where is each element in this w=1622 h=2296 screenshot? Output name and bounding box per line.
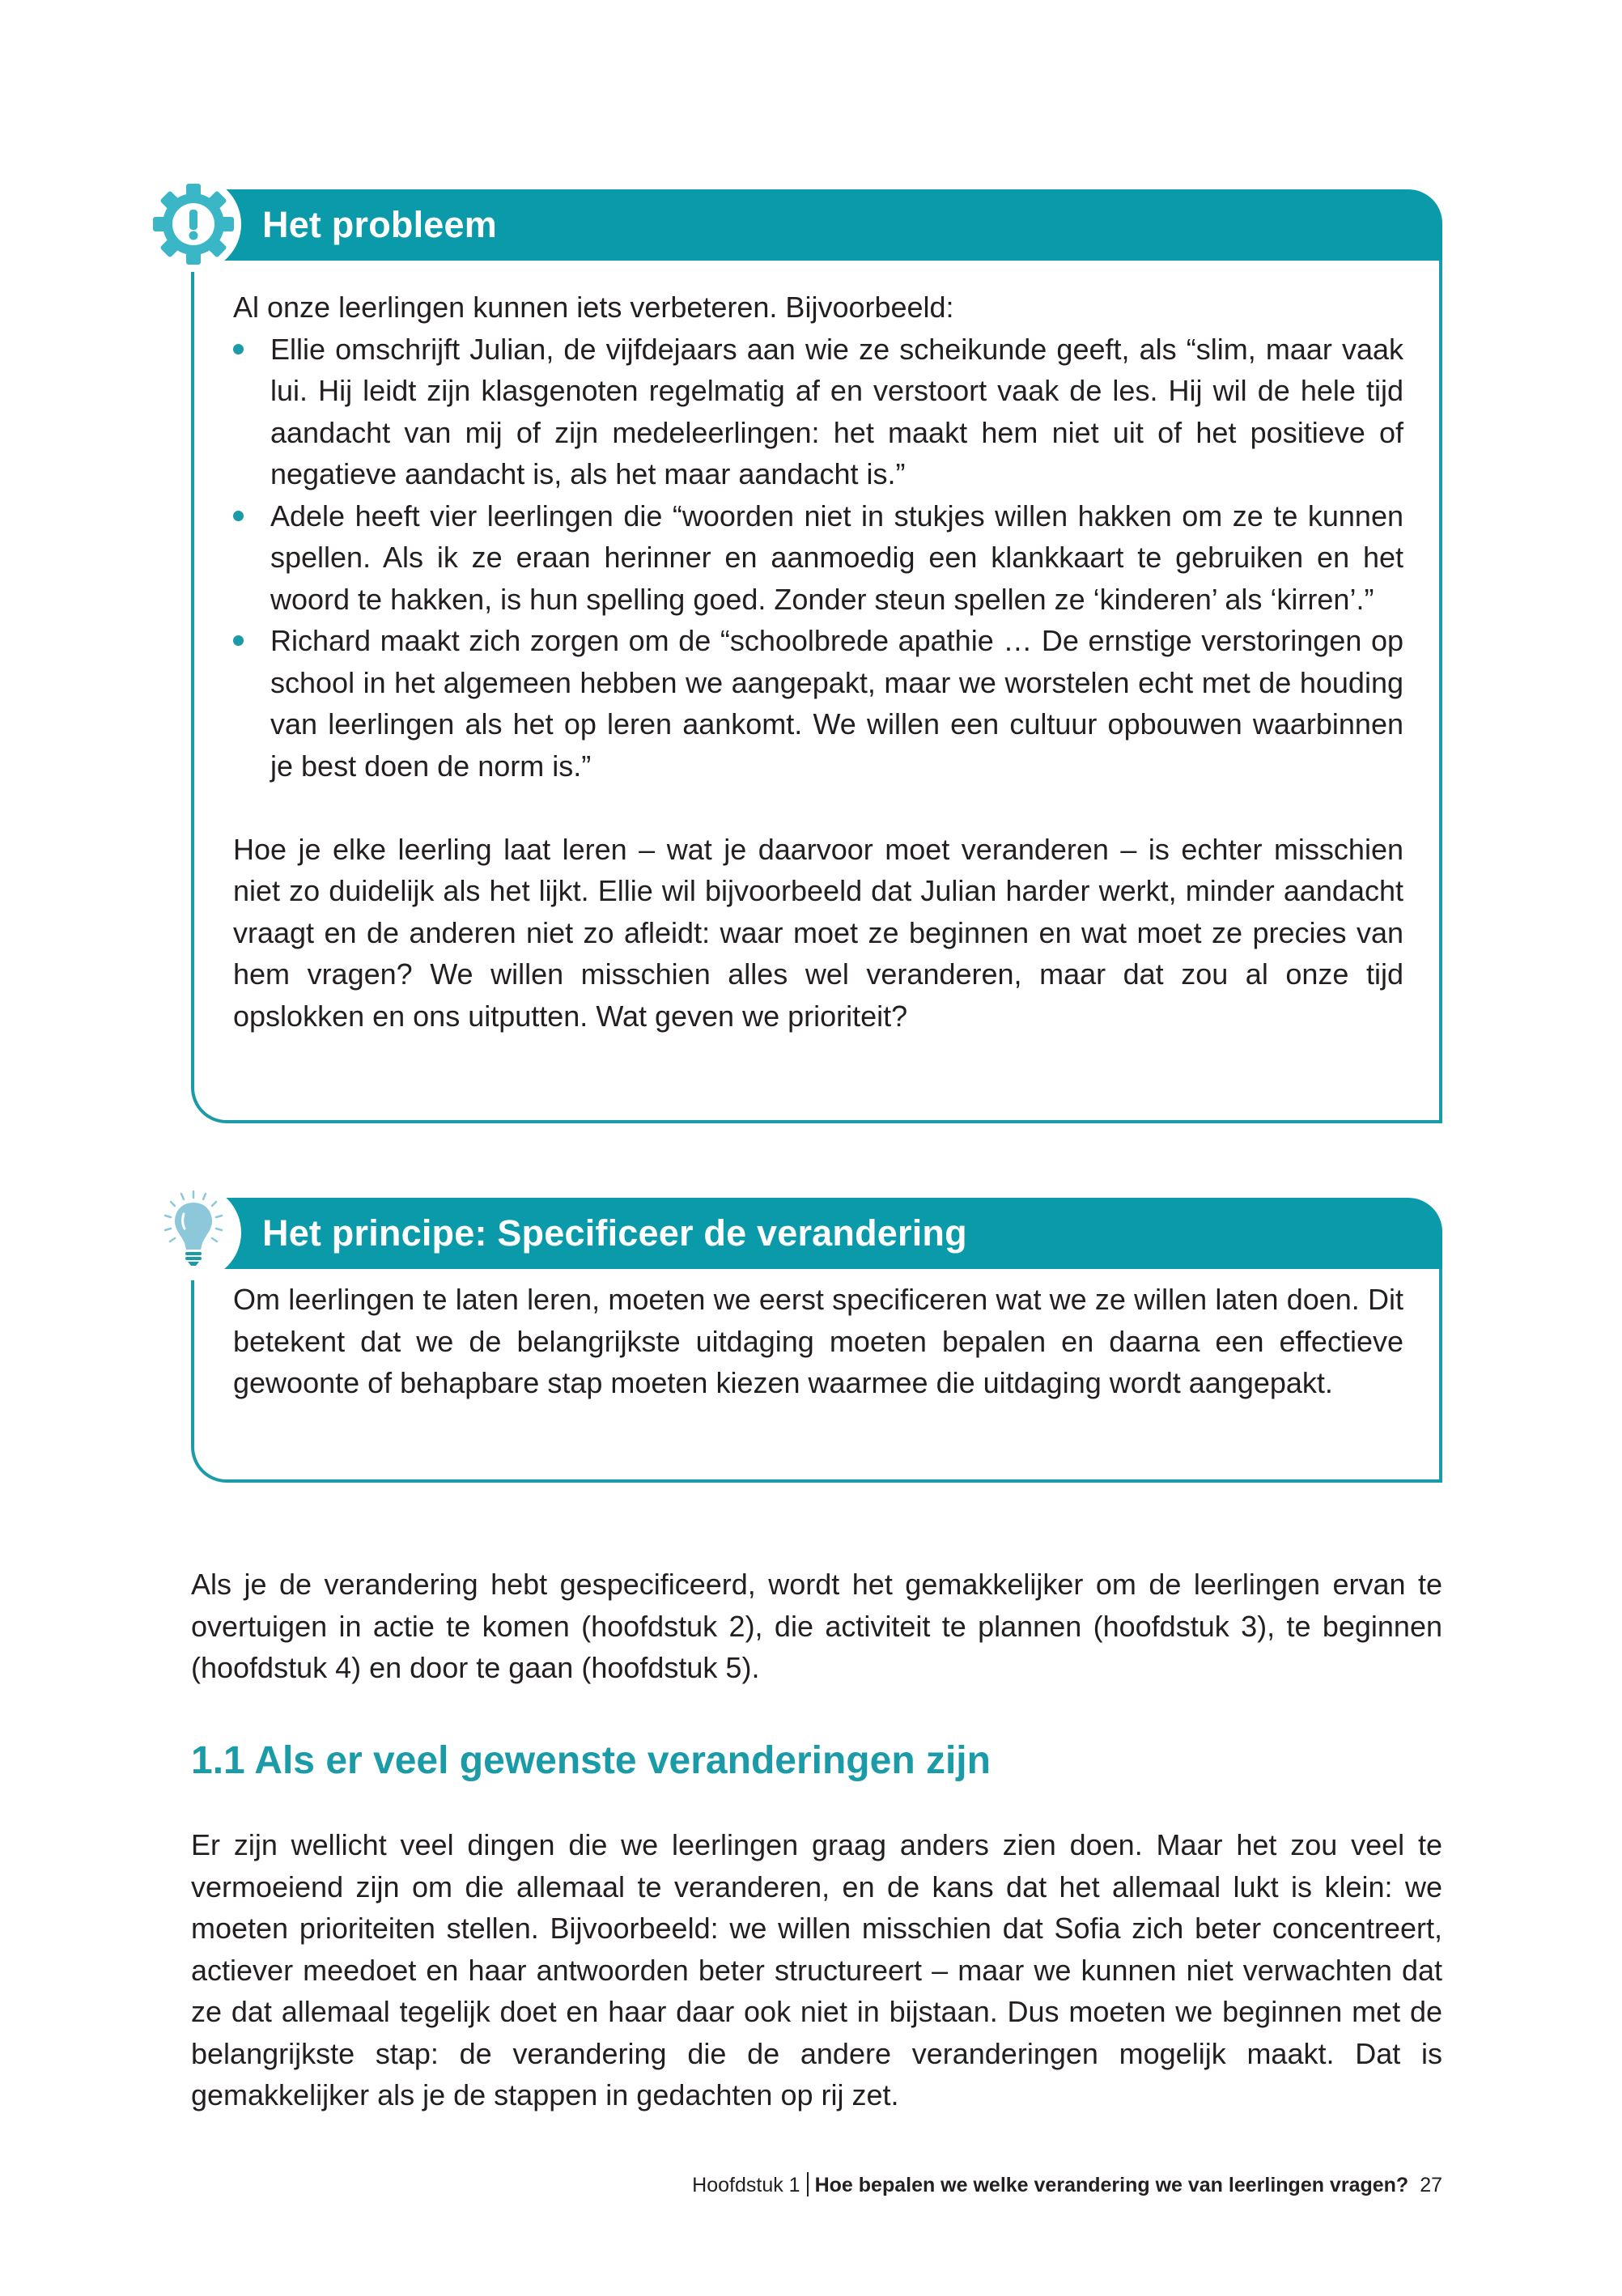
list-item [233,329,1403,495]
principle-box-body [233,1279,1403,1404]
footer-chapter: Hoofdstuk 1 [692,2174,800,2196]
bullet-text: Adele heeft vier leerlingen die “woorden niet in stukjes willen hakken om ze te kunnen spellen. Als ik ze eraan herinner en aanmoedig een klankkaart te gebruiken en het woord te hakken, is hun spelling goed. Zonder steun spellen ze ‘kinderen’ als ‘kirren’.” [270,499,1403,616]
problem-box-header [188,189,1442,261]
principle-box [191,1251,1442,1483]
bullet-dot-icon [233,511,244,521]
principle-box-title: Het principe: Specificeer de verandering [262,1212,967,1254]
section-heading: 1.1 Als er veel gewenste veranderingen zijn [191,1739,991,1782]
list-item [233,495,1403,621]
section-body: Er zijn wellicht veel dingen die we leerlingen graag anders zien doen. Maar het zou veel te vermoeiend zijn om die allemaal te veranderen, en de kans dat het allemaal lukt is klein: we moeten prioriteiten stellen. Bijvoorbeeld: we willen misschien dat Sofia zich beter concentreert, actiever meedoet en haar antwoorden beter structureert – maar we kunnen niet verwachten dat ze dat allemaal tegelijk doet en haar daar ook niet in bijstaan. Dus moeten we beginnen met de belangrijkste stap: de verandering die de andere veranderingen mogelijk maakt. Dat is gemakkelijker als je de stappen in gedachten op rij zet. [191,1828,1442,2111]
bullet-dot-icon [233,635,244,646]
bullet-text: Ellie omschrijft Julian, de vijfdejaars aan wie ze scheikunde geeft, als “slim, maar vaak lui. Hij leidt zijn klasgenoten regelmatig af en verstoort vaak de les. Hij wil de hele tijd aandacht van mij of zijn medeleerlingen: het maakt hem niet uit of het positieve of negatieve aandacht is, als het maar aandacht is.” [270,332,1403,490]
problem-closing: Hoe je elke leerling laat leren – wat je daarvoor moet veranderen – is echter misschien niet zo duidelijk als het lijkt. Ellie wil bijvoorbeeld dat Julian harder werkt, minder aandacht vraagt en de anderen niet zo afleidt: waar moet ze beginnen en wat moet ze precies van hem vragen? We willen misschien alles wel veranderen, maar dat zou al onze tijd opslokken en ons uitputten. Wat geven we prioriteit? [233,832,1403,1033]
problem-bullet-list [233,329,1403,787]
intro-paragraph: Als je de verandering hebt gespecificeerd, wordt het gemakkelijker om de leerlingen ervan te overtuigen in actie te komen (hoofdstuk 2), die activiteit te plannen (hoofdstuk 3), te beginnen (hoofdstuk 4) en door te gaan (hoofdstuk 5). [191,1568,1442,1684]
footer-divider [807,2172,809,2196]
bullet-text: Richard maakt zich zorgen om de “schoolbrede apathie … De ernstige verstoringen op school in het algemeen hebben we aangepakt, maar we worstelen echt met de houding van leerlingen als het op leren aankomt. We willen een cultuur opbouwen waarbinnen je best doen de norm is.” [270,624,1403,783]
list-item [233,620,1403,787]
gear-exclamation-icon [146,176,241,272]
lightbulb-icon [146,1185,241,1280]
page-footer [692,2172,1442,2197]
problem-intro: Al onze leerlingen kunnen iets verbeteren. Bijvoorbeeld: [233,291,954,324]
problem-box [191,259,1442,1123]
footer-chapter-title: Hoe bepalen we welke verandering we van leerlingen vragen? [814,2174,1409,2196]
principle-text: Om leerlingen te laten leren, moeten we eerst specificeren wat we ze willen laten doen. Dit betekent dat we de belangrijkste uitdaging moeten bepalen en daarna een effectieve gewoonte of behapbare stap moeten kiezen waarmee die uitdaging wordt aangepakt. [233,1283,1403,1399]
problem-box-body [233,286,1403,1037]
page-number: 27 [1420,2174,1442,2196]
principle-box-header [188,1198,1442,1269]
problem-box-title: Het probleem [262,204,497,245]
bullet-dot-icon [233,344,244,354]
